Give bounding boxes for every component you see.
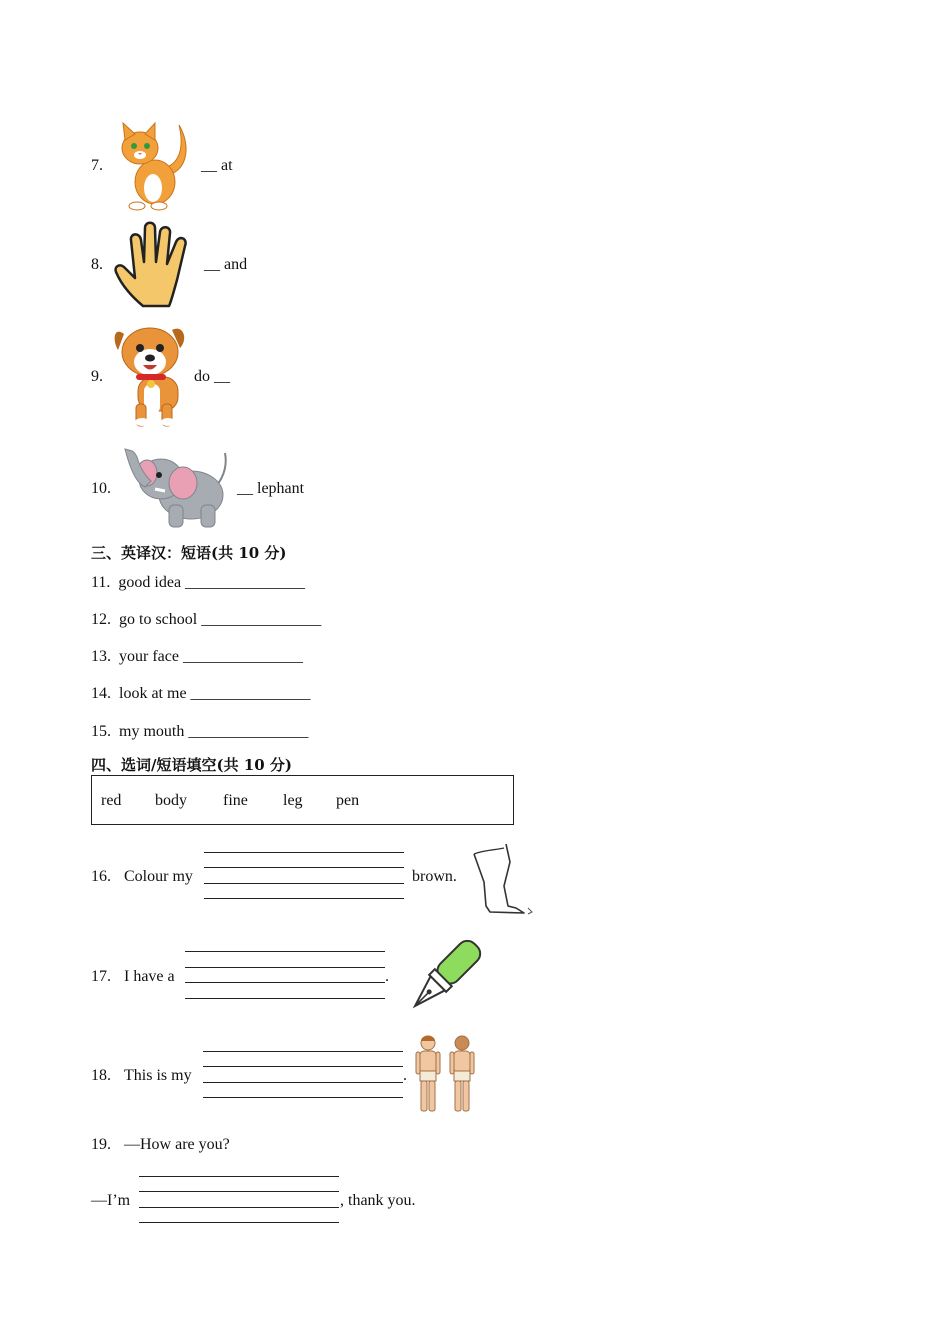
question-number: 16. xyxy=(91,868,111,885)
question-number: 19. xyxy=(91,1136,111,1153)
leg-icon xyxy=(470,842,534,916)
question-12 xyxy=(91,611,321,629)
dialogue-question: —How are you? xyxy=(124,1136,230,1153)
item-text: __ at xyxy=(201,157,233,174)
phrase-text: your face _______________ xyxy=(119,648,303,665)
pen-icon xyxy=(402,936,486,1018)
question-number: 13. xyxy=(91,648,111,665)
question-number: 12. xyxy=(91,611,111,628)
question-number: 18. xyxy=(91,1067,111,1084)
question-number: 17. xyxy=(91,968,111,985)
phrase-text: go to school _______________ xyxy=(119,611,322,628)
question-number: 9. xyxy=(91,368,103,385)
hand-icon xyxy=(113,220,198,308)
section-heading-3: 三、英译汉：短语(共 10 分) xyxy=(91,544,287,562)
sentence-start: I have a xyxy=(124,968,175,985)
section-heading-4: 四、选词/短语填空(共 10 分) xyxy=(91,756,292,774)
question-number: 10. xyxy=(91,480,111,497)
dialogue-answer-end: , thank you. xyxy=(340,1192,416,1209)
dialogue-answer-start: —I’m xyxy=(91,1192,131,1209)
sentence-end: . xyxy=(385,968,389,985)
sentence-start: Colour my xyxy=(124,868,193,885)
question-number: 14. xyxy=(91,685,111,702)
sentence-start: This is my xyxy=(124,1067,192,1084)
sentence-end: brown. xyxy=(412,868,457,885)
body-icon xyxy=(413,1034,479,1114)
phrase-text: my mouth _______________ xyxy=(119,723,309,740)
question-14 xyxy=(91,685,311,703)
question-number: 11. xyxy=(91,574,111,591)
question-11 xyxy=(91,574,305,592)
sentence-end: . xyxy=(403,1067,407,1084)
item-text: __ lephant xyxy=(237,480,305,497)
question-number: 8. xyxy=(91,256,103,273)
question-13 xyxy=(91,648,303,666)
word-bank-item: body xyxy=(155,792,187,809)
elephant-icon xyxy=(121,445,231,531)
question-15 xyxy=(91,723,308,741)
item-text: __ and xyxy=(204,256,248,273)
cat-icon xyxy=(113,120,193,210)
phrase-text: look at me _______________ xyxy=(119,685,311,702)
item-text: do __ xyxy=(194,368,230,385)
word-bank-item: leg xyxy=(283,792,303,809)
word-bank xyxy=(91,775,514,825)
question-number: 15. xyxy=(91,723,111,740)
phrase-text: good idea _______________ xyxy=(118,574,306,591)
word-bank-item: pen xyxy=(336,792,360,809)
word-bank-item: fine xyxy=(223,792,248,809)
word-bank-item: red xyxy=(101,792,122,809)
question-number: 7. xyxy=(91,157,103,174)
dog-icon xyxy=(112,322,190,430)
